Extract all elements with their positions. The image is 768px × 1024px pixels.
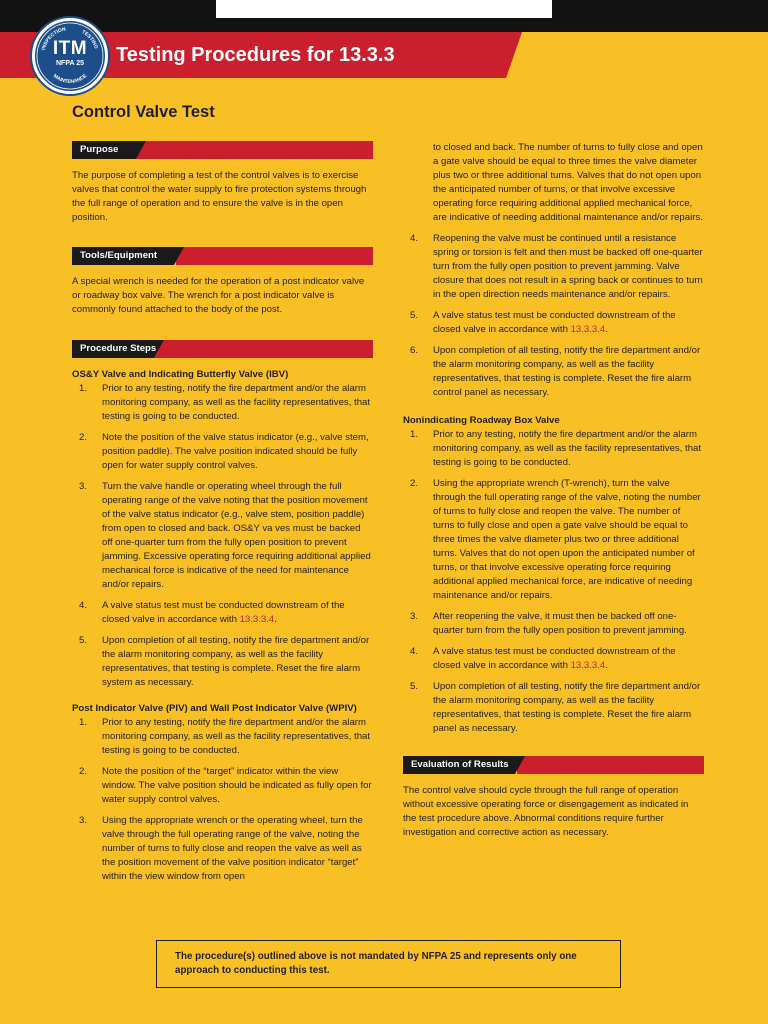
evaluation-text: The control valve should cycle through the full range of operation without excessive operating force or disengagement as indicated in the test procedure above. Abnormal conditions require further investigation and corrective action as necessary. xyxy=(403,785,689,838)
list-item: 2. Using the appropriate wrench (T-wrench), turn the valve through the full operating range of the valve, noting the number of turns to fully close and reopen the valve. The number of turns to fully close and open a gate valve should be equal to three times the valve diameter plus two or three additional turns. Valves that do not open upon the anticipated number of turns, or that involve excessive operating force requiring additional applied mechanical force, are indicative of needing maintenance and/or repairs. xyxy=(410,478,701,601)
procedure-label: Procedure Steps xyxy=(80,343,157,354)
list-item: 5. Upon completion of all testing, notify the fire department and/or the alarm monitoring company, as well as the facility representatives, that testing is complete. Reset the fire alarm panel as necessary. xyxy=(410,681,701,734)
logo-ring-bottom: MAINTENANCE xyxy=(51,73,89,86)
piv-steps-list xyxy=(72,716,373,884)
list-item: 4. A valve status test must be conducted downstream of the closed valve in accordance with 13.3.3.4. xyxy=(410,646,676,671)
tools-label: Tools/Equipment xyxy=(80,250,158,261)
code-reference-link[interactable]: 13.3.3.4 xyxy=(570,660,606,671)
svg-text:MAINTENANCE xyxy=(52,73,89,85)
code-reference-link[interactable]: 13.3.3.4 xyxy=(239,614,275,625)
header-title: Testing Procedures for 13.3.3 xyxy=(116,44,395,66)
page-heading: Control Valve Test xyxy=(72,103,215,121)
procedure-section-bar xyxy=(72,340,373,358)
piv-steps-continued xyxy=(403,141,704,400)
tools-text: A special wrench is needed for the operation of a post indicator valve or roadway box valve. The wrench for a post indicator valve is commonly found attached to the body of the post. xyxy=(72,276,365,315)
purpose-text: The purpose of completing a test of the control valves is to exercise valves that control the water supply to fire protection systems through the full range of operation and to ensure the valve is in the open position. xyxy=(72,170,367,223)
top-white-strip xyxy=(216,0,552,18)
piv-subheading: Post Indicator Valve (PIV) and Wall Post Indicator Valve (WPIV) xyxy=(72,703,357,714)
purpose-label: Purpose xyxy=(80,144,119,155)
logo-ring-left: INSPECTION xyxy=(40,26,67,51)
code-reference-link[interactable]: 13.3.3.4 xyxy=(570,324,606,335)
osy-steps-list xyxy=(72,382,373,690)
left-column xyxy=(72,141,373,891)
list-item: 1. Prior to any testing, notify the fire department and/or the alarm monitoring company, as well as the facility representatives, that testing is going to be conducted. xyxy=(79,383,371,422)
disclaimer-note: The procedure(s) outlined above is not mandated by NFPA 25 and represents only one approach to conducting this test. xyxy=(156,940,621,988)
logo-ring-right: TESTING xyxy=(80,29,99,50)
list-item: 5. Upon completion of all testing, notify the fire department and/or the alarm monitoring company, as well as the facility representatives, that testing is complete. Reset the fire alarm system as necessary. xyxy=(79,635,370,688)
itm-logo xyxy=(32,18,108,94)
list-item: 1. Prior to any testing, notify the fire department and/or the alarm monitoring company, as well as the facility representatives, that testing is going to be conducted. xyxy=(410,429,702,468)
roadway-subheading: Nonindicating Roadway Box Valve xyxy=(403,415,560,426)
list-item: 2. Note the position of the valve status indicator (e.g., valve stem, position paddle). The valve position indicated should be fully open for water supply control valves. xyxy=(79,432,369,471)
logo-main-text: ITM xyxy=(52,38,88,59)
osy-subheading: OS&Y Valve and Indicating Butterfly Valve (IBV) xyxy=(72,369,289,380)
list-item: 4. A valve status test must be conducted downstream of the closed valve in accordance with 13.3.3.4. xyxy=(79,600,345,625)
evaluation-section-bar xyxy=(403,756,704,774)
logo-sub-text: NFPA 25 xyxy=(55,60,84,67)
list-item: to closed and back. The number of turns to fully close and open a gate valve should be equal to three times the valve diameter plus two or three additional turns. Valves that do not open upon the anticipated number of turns, or that involve excessive operating force requiring additional applied mechanical force, are indicative of needing additional maintenance and/or repairs. xyxy=(433,142,703,223)
list-item: 1. Prior to any testing, notify the fire department and/or the alarm monitoring company, as well as the facility representatives, that testing is going to be conducted. xyxy=(79,717,371,756)
evaluation-label: Evaluation of Results xyxy=(411,759,509,770)
purpose-section-bar xyxy=(72,141,373,159)
right-column xyxy=(403,141,704,840)
list-item: 6. Upon completion of all testing, notify the fire department and/or the alarm monitoring company, as well as the facility representatives, that testing is complete. Reset the fire alarm control panel as necessary. xyxy=(410,345,701,398)
list-item: 2. Note the position of the “target” indicator within the view window. The valve position should be indicated as fully open for water supply control valves. xyxy=(79,766,372,805)
tools-section-bar xyxy=(72,247,373,265)
list-item: 3. Turn the valve handle or operating wheel through the full operating range of the valve noting that the position movement of the valve status indicator (e.g., valve stem, position paddle) from open to closed and back. OS&Y va ves must be backed off one-quarter turn from the fully open position to prevent jamming. Excessive operating force requiring additional applied mechanical force is indicative of the need for maintenance and/or repairs. xyxy=(79,481,371,590)
list-item: 3. After reopening the valve, it must then be backed off one-quarter turn from the fully open position to prevent jamming. xyxy=(410,611,687,636)
list-item: 3. Using the appropriate wrench or the operating wheel, turn the valve through the full operating range of the valve, noting the number of turns to fully close and reopen the valve as well as the position movement of the valve position indicator “target” within the view window from open xyxy=(79,815,363,882)
list-item: 5. A valve status test must be conducted downstream of the closed valve in accordance with 13.3.3.4. xyxy=(410,310,676,335)
list-item: 4. Reopening the valve must be continued until a resistance spring or torsion is felt and then must be backed off one-quarter turn from the fully open position to prevent jamming. Valve closure that does not result in a spring back or continues to turn in the open direction needs maintenance and/or repairs. xyxy=(410,233,703,300)
roadway-steps-list xyxy=(403,428,704,736)
